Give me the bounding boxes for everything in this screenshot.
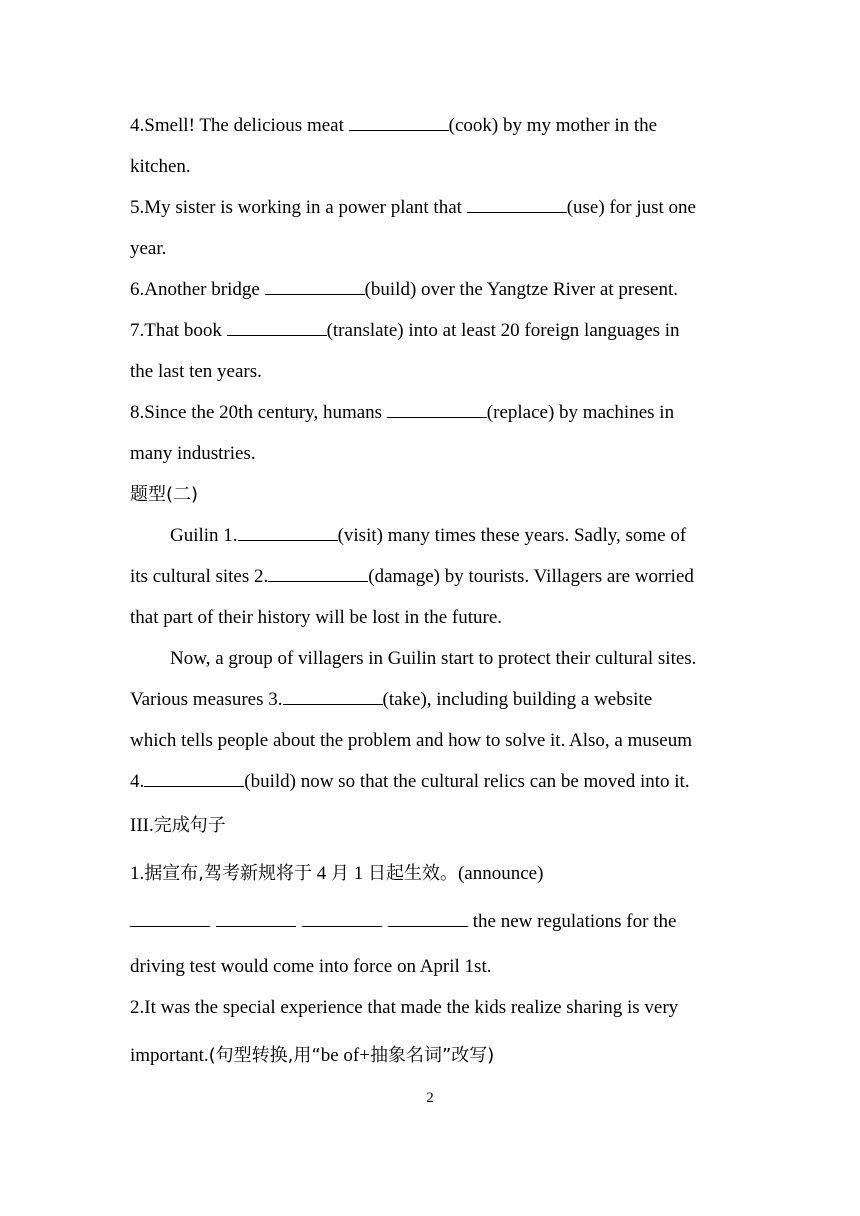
passage-text: (take), including building a website <box>382 689 653 710</box>
question-text: 7.That book <box>130 320 227 341</box>
passage-1-line-3: that part of their history will be lost in the future. <box>130 607 503 628</box>
question-text: (cook) by my mother in the <box>448 115 658 136</box>
hint-word: (announce) <box>457 863 544 884</box>
answer-blank <box>144 785 244 787</box>
chinese-instruction: 抽象名词”改写) <box>369 1045 495 1066</box>
answer-blank <box>302 925 382 927</box>
question-text: 5.My sister is working in a power plant that <box>130 197 467 218</box>
sentence-1-answer-line-1 <box>130 898 740 946</box>
question-7-line-2: the last ten years. <box>130 361 262 382</box>
answer-blank <box>238 539 338 541</box>
answer-blank <box>283 703 383 705</box>
answer-blank <box>388 925 468 927</box>
chinese-prompt: 日起生效。 <box>367 863 458 884</box>
section-number: III. <box>130 815 154 836</box>
instruction-english: be of+ <box>320 1045 370 1066</box>
answer-blank <box>265 293 365 295</box>
sentence-text: the new regulations for the <box>472 911 677 932</box>
passage-text: (visit) many times these years. Sadly, some of <box>337 525 687 546</box>
answer-blank <box>349 129 449 131</box>
passage-2-line-2 <box>130 679 740 720</box>
day-number: 1 <box>353 863 364 884</box>
chinese-prompt: 据宣布,驾考新规将于 <box>144 863 312 884</box>
answer-blank <box>216 925 296 927</box>
question-text: (build) over the Yangtze River at present. <box>364 279 678 300</box>
sentence-text: important. <box>130 1045 209 1066</box>
question-4-line-1 <box>130 105 740 146</box>
answer-blank <box>130 925 210 927</box>
passage-text: (damage) by tourists. Villagers are worried <box>368 566 694 587</box>
passage-2-line-4 <box>130 761 740 802</box>
question-text: (use) for just one <box>566 197 696 218</box>
page-number: 2 <box>426 1090 434 1106</box>
question-text: (translate) into at least 20 foreign languages in <box>326 320 680 341</box>
page-content <box>130 105 740 1083</box>
sentence-1-answer-line-2: driving test would come into force on April 1st. <box>130 956 492 977</box>
question-number: 1. <box>130 863 145 884</box>
passage-text: Various measures 3. <box>130 689 283 710</box>
chinese-prompt: 月 <box>330 863 349 884</box>
chinese-instruction: (句型转换,用“ <box>208 1045 321 1066</box>
month-number: 4 <box>316 863 327 884</box>
sentence-2-line-2 <box>130 1028 740 1083</box>
sentence-2-line-1: 2.It was the special experience that made the kids realize sharing is very <box>130 997 679 1018</box>
section-heading-iii <box>130 802 740 850</box>
answer-blank <box>268 580 368 582</box>
question-text: (replace) by machines in <box>486 402 675 423</box>
passage-text: (build) now so that the cultural relics can be moved into it. <box>244 771 690 792</box>
question-5-line-2: year. <box>130 238 167 259</box>
question-8-line-1 <box>130 392 740 433</box>
passage-2-line-3: which tells people about the problem and how to solve it. Also, a museum <box>130 730 692 751</box>
answer-blank <box>467 211 567 213</box>
passage-text: its cultural sites 2. <box>130 566 269 587</box>
passage-text: Guilin 1. <box>170 525 238 546</box>
section-heading-type-2: 题型(二) <box>130 484 199 505</box>
question-text: 8.Since the 20th century, humans <box>130 402 387 423</box>
passage-text: 4. <box>130 771 145 792</box>
question-5-line-1 <box>130 187 740 228</box>
question-6-line-1 <box>130 269 740 310</box>
sentence-1-prompt <box>130 850 740 898</box>
question-text: 4.Smell! The delicious meat <box>130 115 349 136</box>
passage-1-line-2 <box>130 556 740 597</box>
question-8-line-2: many industries. <box>130 443 256 464</box>
question-7-line-1 <box>130 310 740 351</box>
section-title: 完成句子 <box>153 815 226 836</box>
passage-2-line-1: Now, a group of villagers in Guilin start to protect their cultural sites. <box>170 648 697 669</box>
answer-blank <box>387 416 487 418</box>
question-text: 6.Another bridge <box>130 279 265 300</box>
answer-blank <box>227 334 327 336</box>
question-4-line-2: kitchen. <box>130 156 191 177</box>
passage-1-line-1 <box>130 515 740 556</box>
